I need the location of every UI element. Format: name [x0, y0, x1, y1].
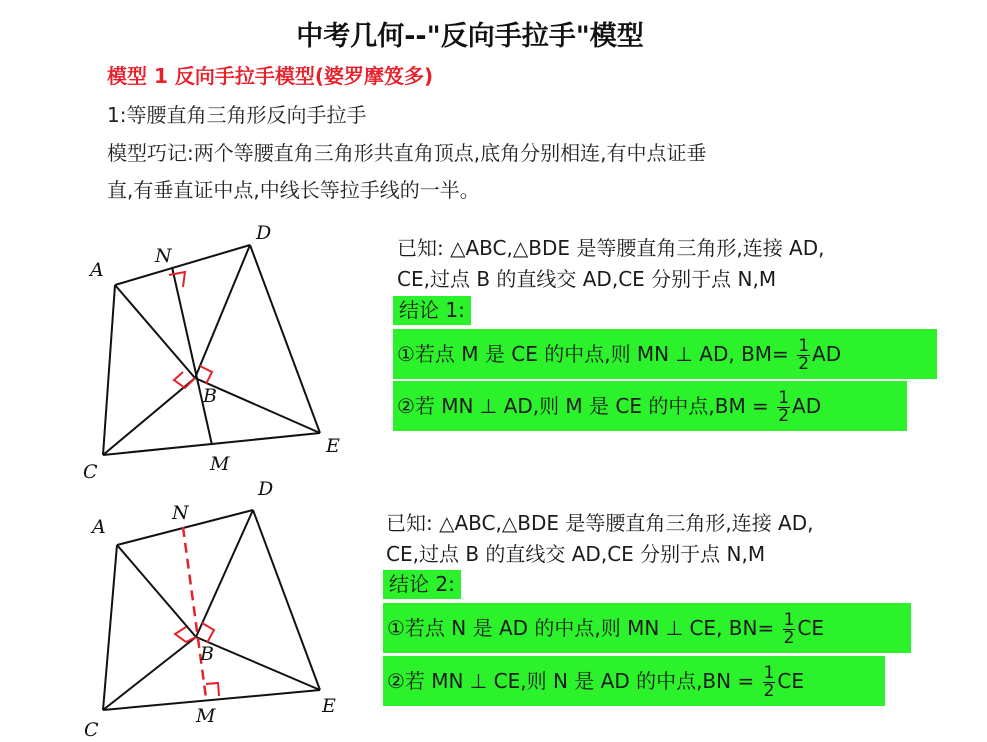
fraction-half: [797, 338, 810, 373]
conclusion-2-item-1: [383, 603, 911, 653]
segment-BE: [196, 637, 320, 690]
conclusion-2-item-2-tail: CE: [777, 669, 805, 693]
conclusion-1-item-1-tail: AD: [812, 342, 842, 366]
conclusion-2-item-1-text: ①若点 N 是 AD 的中点,则 MN ⊥ CE, BN=: [387, 616, 775, 640]
fraction-half: [783, 612, 796, 647]
segment-NM: [172, 267, 212, 445]
label-D: D: [256, 222, 272, 244]
page-title: 中考几何--"反向手拉手"模型: [296, 21, 644, 52]
figure-2: [0, 480, 380, 742]
fraction-half: [763, 665, 776, 700]
fraction-half: [777, 390, 790, 425]
model-subtitle: 模型 1 反向手拉手模型(婆罗摩笈多): [107, 64, 434, 88]
fraction-numerator: 1: [783, 610, 795, 630]
given-1-line-1: 已知: △ABC,△BDE 是等腰直角三角形,连接 AD,: [397, 236, 825, 260]
label-A: A: [90, 259, 104, 281]
fraction-numerator: 1: [778, 388, 790, 408]
figure-1: [0, 215, 380, 490]
right-angle-mark-m: [206, 683, 219, 696]
segment-AB: [115, 285, 195, 378]
segment-AB: [117, 545, 196, 637]
conclusion-2-item-2: [383, 656, 885, 706]
label-N: N: [172, 502, 189, 524]
segment-CB: [103, 637, 196, 710]
given-2-line-1: 已知: △ABC,△BDE 是等腰直角三角形,连接 AD,: [386, 511, 814, 535]
fraction-denominator: 2: [763, 681, 775, 701]
fraction-numerator: 1: [798, 336, 810, 356]
label-B: B: [200, 643, 214, 665]
label-A: A: [92, 516, 106, 538]
conclusion-1-item-1-text: ①若点 M 是 CE 的中点,则 MN ⊥ AD, BM=: [397, 342, 789, 366]
label-B: B: [203, 385, 217, 407]
conclusion-1-item-2-text: ②若 MN ⊥ AD,则 M 是 CE 的中点,BM =: [397, 394, 769, 418]
label-C: C: [84, 719, 99, 741]
fraction-denominator: 2: [783, 628, 795, 648]
segment-DE: [250, 245, 320, 433]
segment-AD: [115, 245, 250, 285]
dashed-line-NM: [183, 527, 206, 698]
label-E: E: [322, 695, 336, 717]
conclusion-1-label: 结论 1:: [393, 296, 471, 325]
given-2-line-2: CE,过点 B 的直线交 AD,CE 分别于点 N,M: [386, 542, 766, 566]
segment-BD: [195, 245, 250, 378]
given-1-line-2: CE,过点 B 的直线交 AD,CE 分别于点 N,M: [397, 267, 777, 291]
conclusion-1-item-1: [393, 329, 937, 379]
fraction-denominator: 2: [778, 406, 790, 426]
fraction-denominator: 2: [798, 354, 810, 374]
conclusion-2-item-1-tail: CE: [797, 616, 825, 640]
tip-line-2: 直,有垂直证中点,中线长等拉手线的一半。: [107, 178, 480, 202]
label-D: D: [258, 480, 274, 500]
segment-BD: [196, 510, 253, 637]
label-M: M: [196, 705, 216, 727]
conclusion-1-item-2: [393, 381, 907, 431]
section-heading: 1:等腰直角三角形反向手拉手: [107, 103, 367, 127]
tip-line-1: 模型巧记:两个等腰直角三角形共直角顶点,底角分别相连,有中点证垂: [107, 141, 707, 165]
conclusion-1-item-2-tail: AD: [792, 394, 822, 418]
label-M: M: [210, 453, 230, 475]
segment-DE: [253, 510, 320, 690]
conclusion-2-item-2-text: ②若 MN ⊥ CE,则 N 是 AD 的中点,BN =: [387, 669, 755, 693]
label-C: C: [83, 461, 98, 483]
fraction-numerator: 1: [763, 663, 775, 683]
label-E: E: [326, 435, 340, 457]
segment-CB: [103, 378, 195, 455]
label-N: N: [155, 245, 172, 267]
conclusion-2-label: 结论 2:: [383, 570, 461, 599]
segment-CA: [103, 545, 117, 710]
segment-CA: [103, 285, 115, 455]
